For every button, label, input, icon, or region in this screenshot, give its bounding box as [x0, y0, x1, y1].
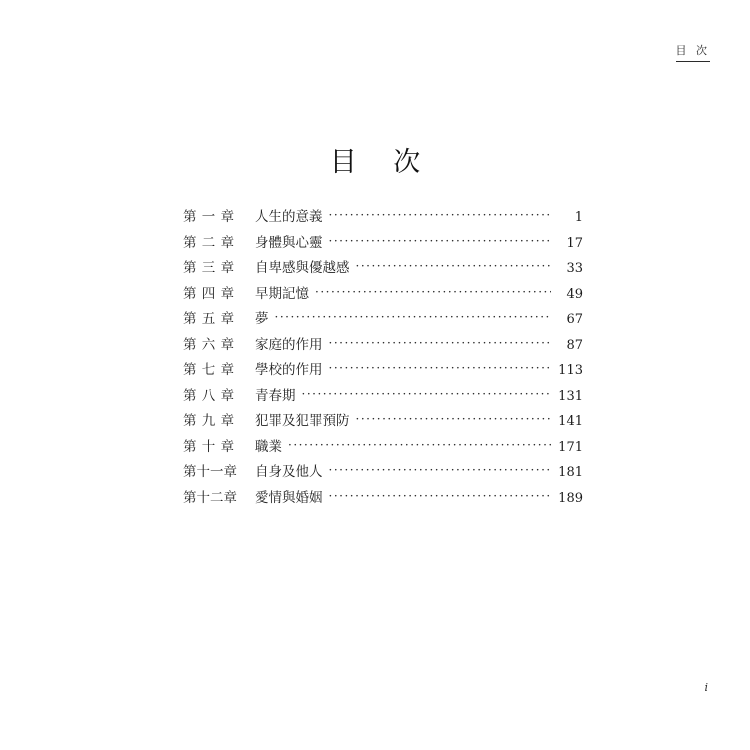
leader-dots — [302, 387, 552, 400]
page-number: 189 — [558, 490, 583, 506]
chapter-label: 第 五 章 — [183, 311, 235, 327]
running-head-rule — [676, 61, 710, 62]
page-number: 17 — [566, 235, 583, 251]
list-item[interactable] — [183, 336, 583, 362]
page-number: 141 — [558, 414, 583, 429]
chapter-label: 第 四 章 — [183, 285, 235, 302]
chapter-label: 第 八 章 — [183, 387, 235, 404]
page-number: 171 — [558, 439, 583, 455]
leader-dots — [329, 489, 552, 502]
chapter-label: 第 十 章 — [183, 438, 235, 455]
leader-dots — [288, 438, 551, 451]
leader-dots — [356, 259, 552, 272]
page-number: 181 — [558, 465, 583, 480]
chapter-title: 自卑感與優越感 — [255, 260, 350, 276]
list-item[interactable] — [183, 387, 583, 413]
chapter-label: 第十二章 — [183, 489, 237, 506]
list-item[interactable] — [183, 285, 583, 311]
page-number: 67 — [566, 312, 583, 327]
page-number: 1 — [574, 210, 583, 225]
chapter-label: 第 九 章 — [183, 413, 235, 429]
leader-dots — [329, 208, 552, 221]
list-item[interactable] — [183, 361, 583, 387]
chapter-title: 學校的作用 — [255, 362, 323, 378]
chapter-title: 自身及他人 — [255, 464, 323, 480]
leader-dots — [329, 463, 552, 476]
running-head-text: 目 次 — [675, 44, 710, 57]
page-number: 49 — [566, 286, 583, 302]
page-title: 目 次 — [329, 147, 435, 179]
list-item[interactable] — [183, 412, 583, 438]
chapter-title: 早期記憶 — [255, 285, 309, 302]
chapter-title: 職業 — [255, 438, 282, 455]
folio-page-number: i — [704, 681, 708, 694]
chapter-label: 第十一章 — [183, 464, 237, 480]
list-item[interactable] — [183, 310, 583, 336]
running-head — [676, 42, 711, 62]
chapter-title: 犯罪及犯罪預防 — [255, 413, 350, 429]
page-number: 87 — [566, 337, 583, 353]
table-of-contents — [183, 208, 583, 514]
page-number: 131 — [558, 388, 583, 404]
chapter-label: 第 三 章 — [183, 260, 235, 276]
list-item[interactable] — [183, 259, 583, 285]
chapter-label: 第 六 章 — [183, 336, 235, 353]
chapter-title: 愛情與婚姻 — [255, 489, 323, 506]
chapter-title: 身體與心靈 — [255, 234, 323, 251]
leader-dots — [329, 361, 552, 374]
leader-dots — [315, 285, 551, 298]
leader-dots — [329, 336, 552, 349]
leader-dots — [329, 234, 552, 247]
list-item[interactable] — [183, 234, 583, 260]
chapter-label: 第 二 章 — [183, 234, 235, 251]
page-number: 113 — [558, 363, 583, 378]
leader-dots — [275, 310, 552, 323]
chapter-title: 夢 — [255, 311, 269, 327]
list-item[interactable] — [183, 208, 583, 234]
leader-dots — [356, 412, 552, 425]
chapter-label: 第 七 章 — [183, 362, 235, 378]
list-item[interactable] — [183, 463, 583, 489]
chapter-title: 家庭的作用 — [255, 336, 323, 353]
list-item[interactable] — [183, 438, 583, 464]
chapter-label: 第 一 章 — [183, 209, 235, 225]
chapter-title: 青春期 — [255, 387, 296, 404]
page-number: 33 — [566, 261, 583, 276]
list-item[interactable] — [183, 489, 583, 515]
chapter-title: 人生的意義 — [255, 209, 323, 225]
